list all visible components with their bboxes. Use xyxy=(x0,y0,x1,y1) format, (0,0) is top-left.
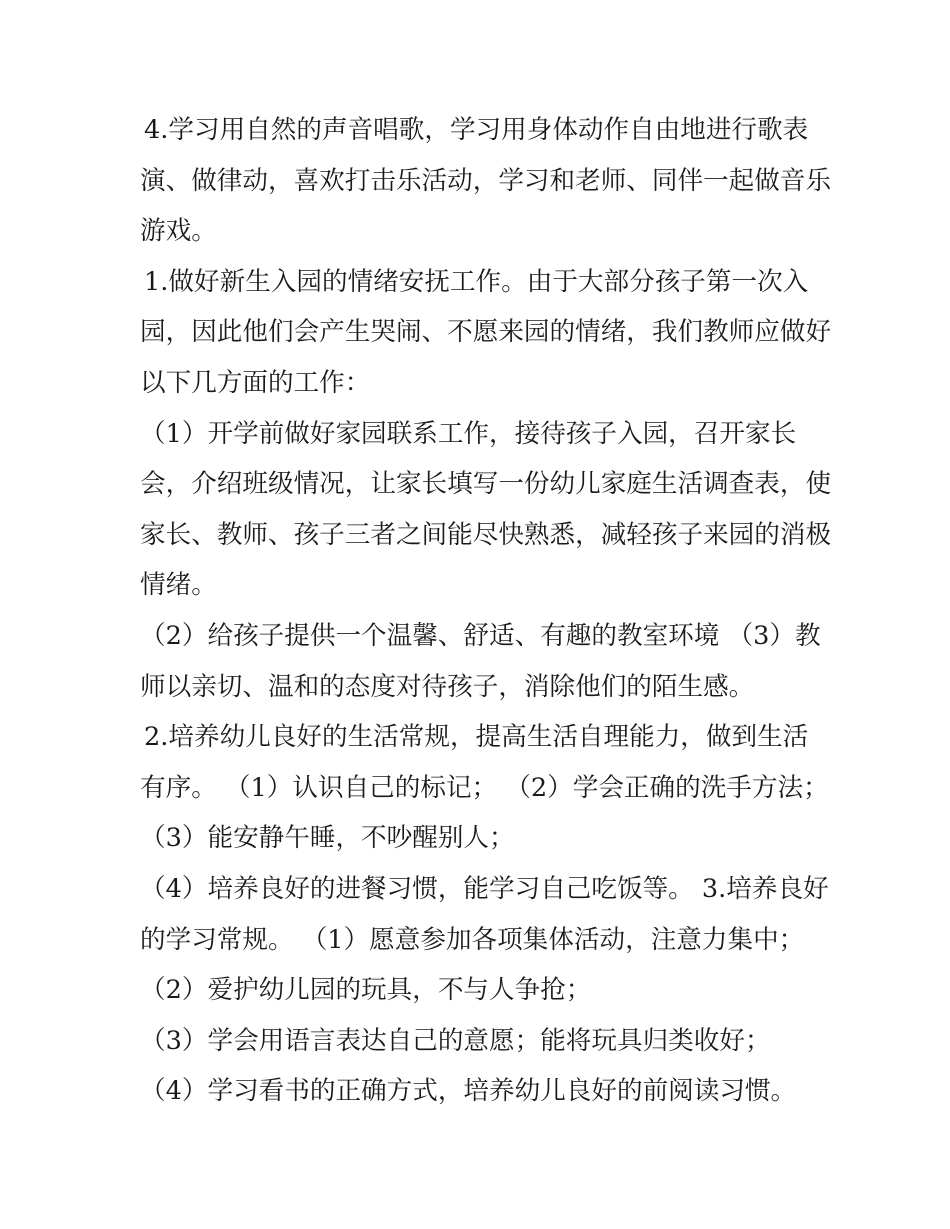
text-line: 2.培养幼儿良好的生活常规，提高生活自理能力，做到生活 xyxy=(144,722,809,753)
document-page xyxy=(140,105,840,1117)
text-line: 家长、教师、孩子三者之间能尽快熟悉，减轻孩子来园的消极 xyxy=(140,519,832,550)
text-line: （3）学会用语言表达自己的意愿；能将玩具归类收好； xyxy=(140,1025,771,1056)
text-line: 师以亲切、温和的态度对待孩子，消除他们的陌生感。 xyxy=(140,671,755,702)
text-line: 1.做好新生入园的情绪安抚工作。由于大部分孩子第一次入 xyxy=(144,266,809,297)
text-line: 4.学习用自然的声音唱歌，学习用身体动作自由地进行歌表 xyxy=(144,115,809,145)
text-line: 演、做律动，喜欢打击乐活动，学习和老师、同伴一起做音乐 xyxy=(140,165,832,196)
text-line: 有序。 （1）认识自己的标记； （2）学会正确的洗手方法； xyxy=(140,772,829,803)
text-line: （2）给孩子提供一个温馨、舒适、有趣的教室环境 （3）教 xyxy=(140,620,821,651)
text-line: （1）开学前做好家园联系工作，接待孩子入园，召开家长 xyxy=(140,418,797,449)
text-line: 园，因此他们会产生哭闹、不愿来园的情绪，我们教师应做好 xyxy=(140,317,832,348)
text-line: 的学习常规。 （1）愿意参加各项集体活动，注意力集中； xyxy=(140,924,805,955)
text-line: （3）能安静午睡，不吵醒别人； xyxy=(140,823,515,854)
text-line: 会，介绍班级情况，让家长填写一份幼儿家庭生活调查表，使 xyxy=(140,469,832,500)
text-line: 游戏。 xyxy=(140,216,217,247)
text-line: 情绪。 xyxy=(140,570,217,601)
text-line: 以下几方面的工作： xyxy=(140,367,371,398)
text-line: （2）爱护幼儿园的玩具，不与人争抢； xyxy=(140,975,592,1006)
text-line: （4）培养良好的进餐习惯，能学习自己吃饭等。 3.培养良好 xyxy=(140,873,829,904)
text-line: （4）学习看书的正确方式，培养幼儿良好的前阅读习惯。 xyxy=(140,1076,797,1107)
